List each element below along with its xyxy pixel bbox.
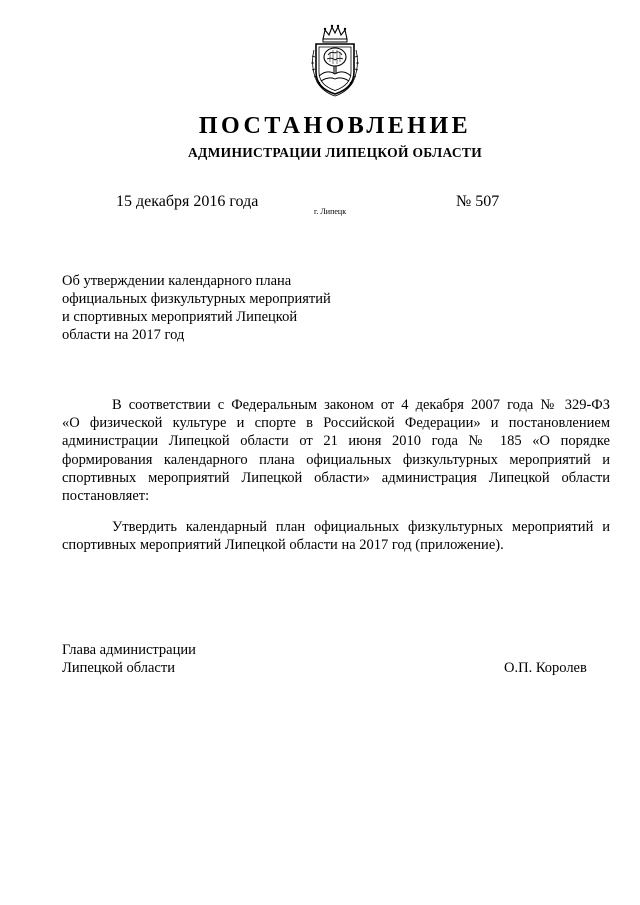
document-number: № 507 — [456, 193, 500, 210]
signatory-position-line: Глава администрации — [62, 642, 196, 658]
paragraph-line: постановляет: — [62, 488, 150, 505]
subject-line: Об утверждении календарного плана — [62, 273, 292, 289]
paragraph-line: спортивных мероприятий Липецкой области» администрация Липецкой области — [62, 469, 610, 486]
subject-line: и спортивных мероприятий Липецкой — [62, 309, 298, 325]
signatory-position-line: Липецкой области — [62, 660, 175, 676]
document-city: г. Липецк — [314, 207, 347, 216]
paragraph-line: формирования календарного плана официальных физкультурных мероприятий и — [62, 451, 610, 468]
paragraph-line: Утвердить календарный план официальных физкультурных мероприятий и — [112, 519, 610, 535]
paragraph-line: В соответствии с Федеральным законом от 4 декабря 2007 года № 329-ФЗ — [112, 397, 610, 413]
paragraph-line: «О физической культуре и спорте в Российской Федерации» и постановлением — [62, 415, 610, 432]
document-date: 15 декабря 2016 года — [116, 193, 259, 210]
signatory-position — [62, 641, 196, 677]
subject-line: официальных физкультурных мероприятий — [62, 291, 331, 307]
body-paragraph-preamble — [62, 396, 610, 505]
paragraph-line: спортивных мероприятий Липецкой области на 2017 год (приложение). — [62, 537, 504, 554]
body-paragraph-resolution — [62, 518, 610, 554]
subject-line: области на 2017 год — [62, 327, 185, 343]
coat-of-arms-icon — [303, 22, 367, 98]
signatory-name: О.П. Королев — [504, 660, 587, 676]
document-subject — [62, 272, 362, 344]
paragraph-line: администрации Липецкой области от 21 июня 2010 года № 185 «О порядке — [62, 433, 610, 450]
document-title: ПОСТАНОВЛЕНИЕ — [198, 113, 472, 139]
document-subtitle: АДМИНИСТРАЦИИ ЛИПЕЦКОЙ ОБЛАСТИ — [187, 145, 483, 160]
